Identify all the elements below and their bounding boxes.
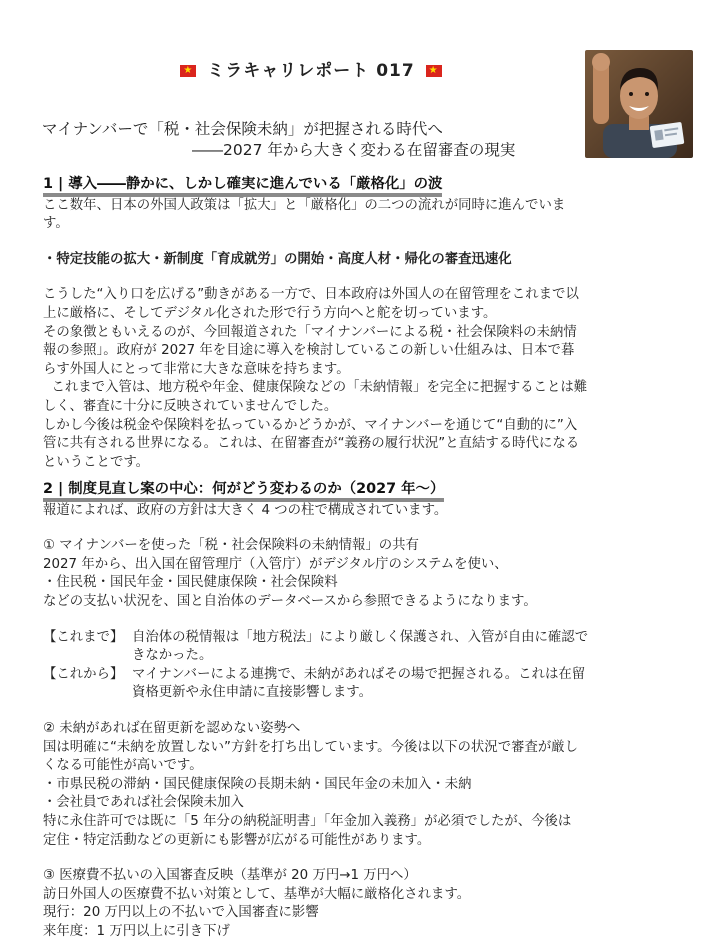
note-before-text: 自治体の税情報は「地方税法」により厳しく保護され、入管が自由に確認で きなかった。 <box>132 629 589 664</box>
note-after <box>43 666 663 703</box>
body-line: ということです。 <box>43 454 150 470</box>
body-line: その象徴ともいえるのが、今回報道された「マイナンバーによる税・社会保険料の未納情 <box>43 324 577 340</box>
section-1-bullet: ・特定技能の拡大・新制度「育成就労」の開始・高度人材・帰化の審査迅速化 <box>43 251 512 267</box>
body-line: らす外国人にとって非常に大きな意味を持ちます。 <box>43 361 350 377</box>
body-line: 定住・特定活動などの更新にも影響が広がる可能性があります。 <box>43 832 431 848</box>
body-line: ・市県民税の滞納・国民健康保険の長期未納・国民年金の未加入・未納 <box>43 776 472 792</box>
body-line: 来年度：1 万円以上に引き下げ <box>43 923 230 939</box>
comparison-notes <box>43 629 663 703</box>
note-before-label: 【これまで】 <box>43 629 124 645</box>
body-line: 報の参照」。政府が 2027 年を目途に導入を検討しているこの新しい仕組みは、日本で暮 <box>43 343 575 359</box>
section-1-intro-line: す。 <box>43 216 69 232</box>
section-1-body <box>43 286 663 472</box>
body-line: くなる可能性が高いです。 <box>43 758 203 774</box>
section-1-intro-line: ここ数年、日本の外国人政策は「拡大」と「厳格化」の二つの流れが同時に進んでいま <box>43 197 566 213</box>
point-3-title: ③ 医療費不払いの入国審査反映（基準が 20 万円→1 万円へ） <box>43 868 417 884</box>
section-1 <box>43 175 663 472</box>
body-line: ・会社員であれば社会保険未加入 <box>43 795 244 811</box>
body-line: 管に共有される世界になる。これは、在留審査が“義務の履行状況”と直結する時代になる <box>43 436 580 452</box>
point-1-title: ① マイナンバーを使った「税・社会保険料の未納情報」の共有 <box>43 538 419 554</box>
body-line: 特に永住許可では既に「5 年分の納税証明書」「年金加入義務」が必須でしたが、今後は <box>43 813 572 829</box>
body-line: 現行：20 万円以上の不払いで入国審査に影響 <box>43 905 319 921</box>
section-2 <box>43 480 663 941</box>
note-before <box>43 629 663 666</box>
body-line: などの支払い状況を、国と自治体のデータベースから参照できるようになります。 <box>43 593 537 609</box>
vietnam-flag-icon: ★ <box>426 65 442 77</box>
report-subtitle-line1: マイナンバーで「税・社会保険未納」が把握される時代へ <box>42 120 443 138</box>
body-line: これまで入管は、地方税や年金、健康保険などの「未納情報」を完全に把握することは難 <box>43 380 588 396</box>
vietnam-flag-icon: ★ <box>180 65 196 77</box>
body-line: 訪日外国人の医療費不払い対策として、基準が大幅に厳格化されます。 <box>43 886 471 902</box>
note-after-text: マイナンバーによる連携で、未納があればその場で把握される。これは在留 資格更新や永住申請に直接影響します。 <box>132 666 586 701</box>
point-1 <box>43 537 663 611</box>
body-line: 2027 年から、出入国在留管理庁（入管庁）がデジタル庁のシステムを使い、 <box>43 556 508 572</box>
body-line: しく、審査に十分に反映されていませんでした。 <box>43 398 338 414</box>
body-line: こうした“入り口を広げる”動きがある一方で、日本政府は外国人の在留管理をこれまで以 <box>43 287 579 303</box>
point-3 <box>43 867 663 941</box>
body-line: しかし今後は税金や保険料を払っているかどうかが、マイナンバーを通じて“自動的に”入 <box>43 417 578 433</box>
report-subtitle-line2: ――2027 年から大きく変わる在留審査の現実 <box>192 141 516 159</box>
body-line: ・住民税・国民年金・国民健康保険・社会保険料 <box>43 575 338 591</box>
note-after-label: 【これから】 <box>43 666 124 682</box>
section-2-heading: 2 | 制度見直し案の中心：何がどう変わるのか（2027 年〜） <box>43 480 663 499</box>
point-2-title: ② 未納があれば在留更新を認めない姿勢へ <box>43 720 301 736</box>
section-2-intro: 報道によれば、政府の方針は大きく 4 つの柱で構成されています。 <box>43 502 448 518</box>
report-title: ミラキャリレポート 017 <box>207 61 415 81</box>
body-line: 上に厳格に、そしてデジタル化された形で行う方向へと舵を切っています。 <box>43 305 497 321</box>
body-line: 国は明確に“未納を放置しない”方針を打ち出しています。今後は以下の状況で審査が厳し <box>43 739 579 755</box>
point-2 <box>43 720 663 850</box>
presenter-photo <box>585 50 693 158</box>
report-title-row <box>0 62 622 81</box>
section-1-heading: 1 | 導入――静かに、しかし確実に進んでいる「厳格化」の波 <box>43 175 663 194</box>
